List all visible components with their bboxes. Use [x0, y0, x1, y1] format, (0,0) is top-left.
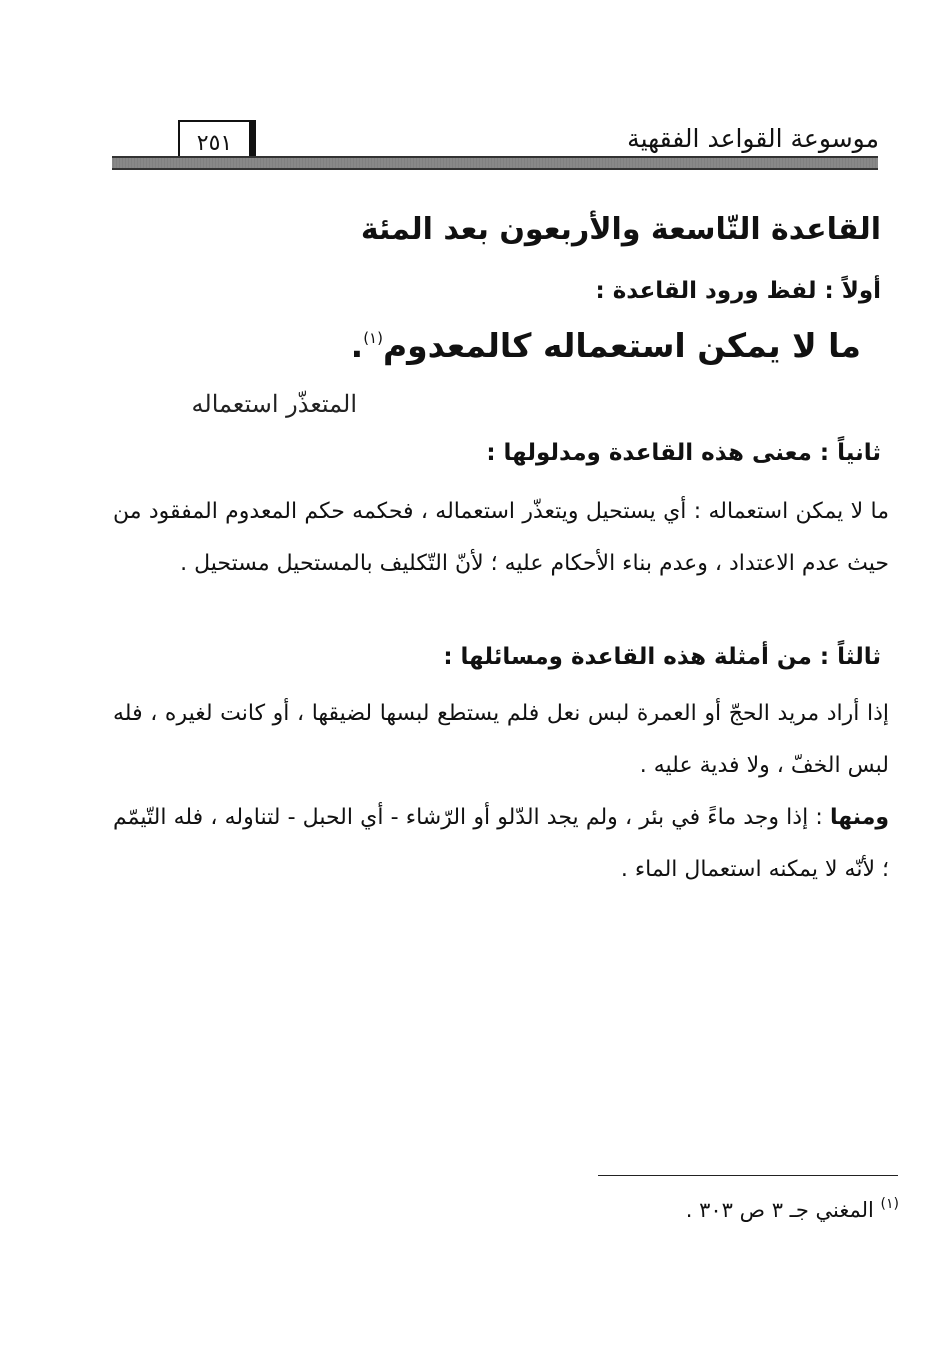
page-number: ٢٥١ — [178, 120, 256, 170]
example-paragraph-2-text: : إذا وجد ماءً في بئر ، ولم يجد الدّلو أو الرّشاء - أي الحبل - لتناوله ، فله التّيمّم ؛ لأنّه لا يمكنه استعمال الماء . — [113, 805, 889, 882]
handwritten-note: المتعذّر استعماله — [191, 390, 357, 418]
running-header-title: موسوعة القواعد الفقهية — [627, 124, 879, 153]
example-lead-word: ومنها — [829, 805, 889, 830]
footnote-reference: (١) — [363, 329, 383, 347]
example-paragraph-1: إذا أراد مريد الحجّ أو العمرة لبس نعل فلم يستطع لبسها لضيقها ، أو كانت لغيره ، فله لبس الخفّ ، ولا فدية عليه . — [113, 701, 889, 778]
example-paragraph-2 — [113, 792, 889, 896]
footnote-divider — [598, 1175, 898, 1176]
footnote — [686, 1196, 899, 1222]
rule-statement — [351, 326, 861, 365]
header-divider — [112, 156, 878, 170]
footnote-mark: (١) — [880, 1196, 899, 1212]
footnote-text: المغني جـ ٣ ص ٣٠٣ . — [685, 1198, 874, 1222]
section-heading-wording: أولاً : لفظ ورود القاعدة : — [595, 278, 881, 304]
section-heading-meaning: ثانياً : معنى هذه القاعدة ومدلولها : — [486, 440, 881, 466]
rule-statement-period: . — [350, 326, 364, 365]
rule-statement-text: ما لا يمكن استعماله كالمعدوم — [382, 326, 861, 365]
rule-title: القاعدة التّاسعة والأربعون بعد المئة — [360, 212, 881, 247]
meaning-paragraph: ما لا يمكن استعماله : أي يستحيل ويتعذّر استعماله ، فحكمه حكم المعدوم المفقود من حيث عدم الاعتداد ، وعدم بناء الأحكام عليه ؛ لأنّ التّكليف بالمستحيل مستحيل . — [113, 499, 889, 576]
section-heading-examples: ثالثاً : من أمثلة هذه القاعدة ومسائلها : — [443, 644, 881, 670]
